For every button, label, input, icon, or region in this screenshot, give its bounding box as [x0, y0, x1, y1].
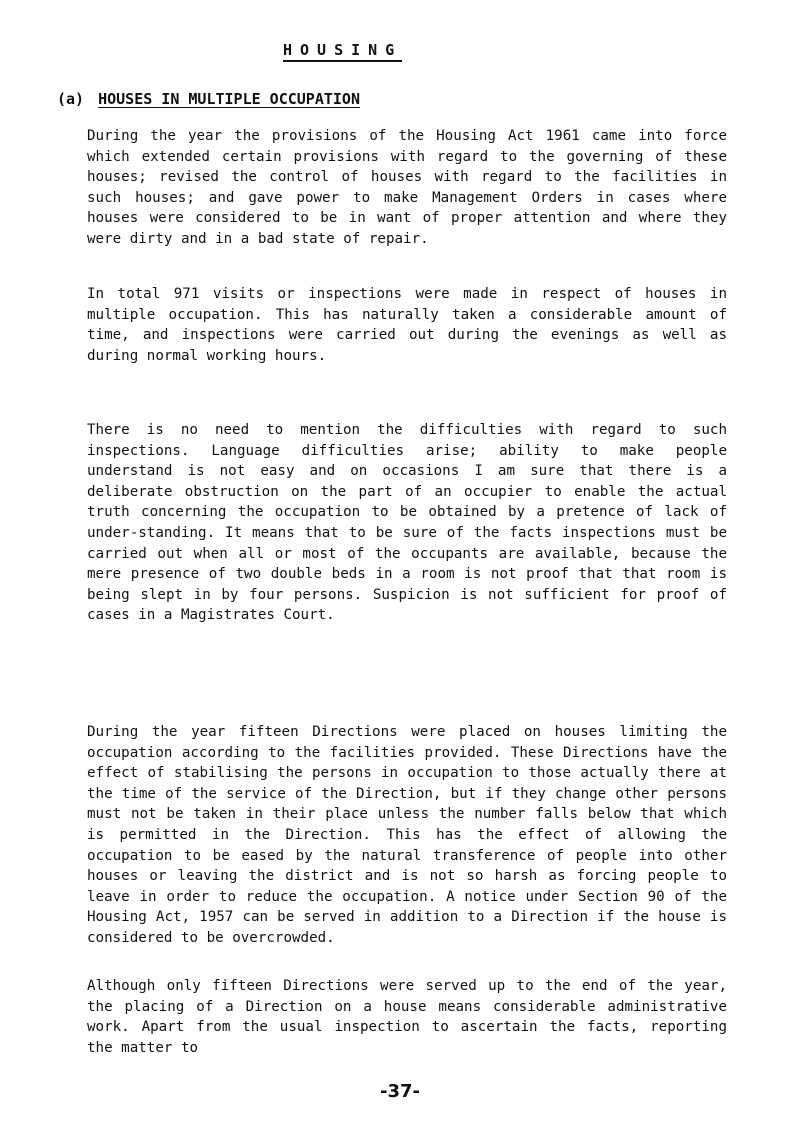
paragraph-inspections-total: In total 971 visits or inspections were made in respect of houses in multiple occupation. This has naturally taken a considerable amount of time, and inspections were carried out during the evenings as well as during normal working hours. [87, 286, 727, 364]
page-number: -37- [380, 1081, 420, 1102]
section-heading [57, 90, 360, 108]
section-label: (a) [57, 90, 85, 108]
paragraph-inspection-difficulties: There is no need to mention the difficulties with regard to such inspections. Language difficulties arise; ability to make people understand is not easy and on occasions I am sure that there is a deliberate obstruction on the part of an occupier to enable the actual truth concerning the occupation to be obtained by a pretence of lack of under-standing. It means that to be sure of the facts inspections must be carried out when all or most of the occupants are available, because the mere presence of two double beds in a room is not proof that that room is being slept in by four persons. Suspicion is not sufficient for proof of cases in a Magistrates Court. [87, 422, 727, 624]
section-title: HOUSES IN MULTIPLE OCCUPATION [98, 90, 360, 108]
paragraph-directions: During the year fifteen Directions were placed on houses limiting the occupation according to the facilities provided. These Directions have the effect of stabilising the persons in occupation to those actually there at the time of the service of the Direction, but if they change other persons must not be taken in their place unless the number falls below that which is permitted in the Direction. This has the effect of allowing the occupation to be eased by the natural transference of people into other houses or leaving the district and is not so harsh as forcing people to leave in order to reduce the occupation. A notice under Section 90 of the Housing Act, 1957 can be served in addition to a Direction if the house is considered to be overcrowded. [87, 724, 727, 946]
paragraph-housing-act: During the year the provisions of the Housing Act 1961 came into force which extended certain provisions with regard to the governing of these houses; revised the control of houses with regard to the facilities in such houses; and gave power to make Management Orders in cases where houses were considered to be in want of proper attention and where they were dirty and in a bad state of repair. [87, 128, 727, 247]
paragraph-administrative-work: Although only fifteen Directions were served up to the end of the year, the placing of a Direction on a house means considerable administrative work. Apart from the usual inspection to ascertain the facts, reporting the matter to [87, 978, 727, 1056]
page-heading: HOUSING [283, 41, 402, 62]
